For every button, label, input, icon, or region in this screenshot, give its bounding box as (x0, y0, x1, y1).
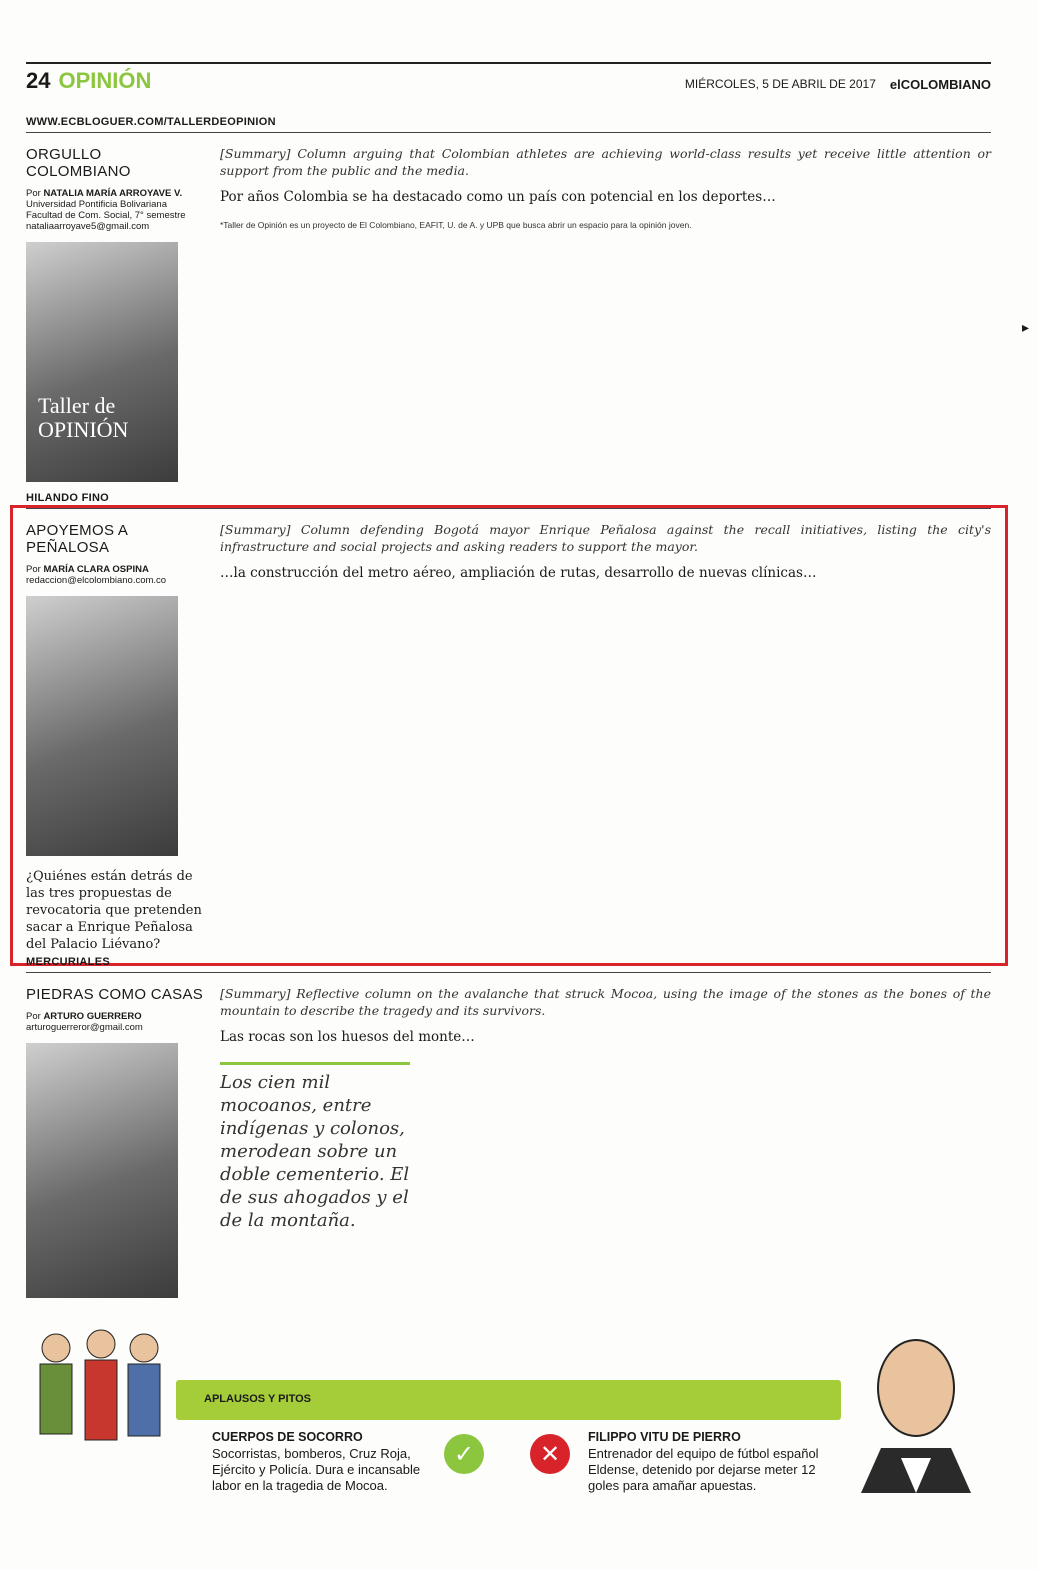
article-penalosa (26, 522, 991, 952)
cross-icon: ✕ (530, 1434, 570, 1474)
article-title: APOYEMOS A PEÑALOSA (26, 522, 128, 556)
page-number: 24 (26, 68, 51, 93)
article-piedras (26, 986, 991, 1306)
section-band (176, 1380, 841, 1420)
article-excerpt: …la construcción del metro aéreo, ampliación de rutas, desarrollo de nuevas clínicas… (220, 565, 817, 581)
kicker-column: HILANDO FINO (26, 492, 110, 504)
rescuers-illustration-icon (26, 1318, 176, 1488)
footnote: *Taller de Opinión es un proyecto de El Colombiano, EAFIT, U. de A. y UPB que busca abrir un espacio para la opinión joven. (220, 220, 692, 230)
author-name: ARTURO GUERRERO (43, 1011, 142, 1022)
author-email[interactable]: arturoguerreror@gmail.com (26, 1022, 143, 1033)
author-name: NATALIA MARÍA ARROYAVE V. (43, 188, 183, 199)
author-detail: Facultad de Com. Social, 7° semestre (26, 210, 186, 221)
whistle-item (588, 1430, 828, 1494)
byline (26, 188, 208, 199)
author-email[interactable]: nataliaarroyave5@gmail.com (26, 221, 150, 232)
author-photo (26, 596, 178, 856)
article-body (220, 146, 991, 231)
section-name: OPINIÓN (58, 68, 152, 93)
article-sidebar (26, 522, 208, 953)
whistle-text: Entrenador del equipo de fútbol español Eldense, detenido por dejarse meter 12 goles para amañar apuestas. (588, 1446, 819, 1493)
author-affiliation: Universidad Pontificia Bolivariana (26, 199, 167, 210)
band-label: APLAUSOS Y PITOS (204, 1393, 311, 1405)
article-body (220, 986, 991, 1232)
divider (26, 972, 991, 973)
taller-opinion-photo (26, 242, 178, 482)
newspaper-brand: elCOLOMBIANO (889, 77, 991, 92)
applause-title: CUERPOS DE SOCORRO (212, 1430, 363, 1444)
kicker-link[interactable]: WWW.ECBLOGUER.COM/TALLERDEOPINION (26, 116, 276, 128)
photo-label: Taller de OPINIÓN (38, 393, 129, 442)
applause-item (212, 1430, 452, 1494)
whistle-title: FILIPPO VITU DE PIERRO (588, 1430, 741, 1444)
article-orgullo (26, 146, 991, 486)
article-summary: [Summary] Column defending Bogotá mayor Enrique Peñalosa against the recall initiatives, listing the city's infrastructure and social projects and asking readers to support the mayor. (220, 522, 991, 554)
article-sidebar (26, 146, 208, 482)
author-photo (26, 1043, 178, 1298)
divider (26, 132, 991, 133)
check-icon: ✓ (444, 1434, 484, 1474)
author-name: MARÍA CLARA OSPINA (43, 564, 149, 575)
byline (26, 564, 208, 575)
aplausos-y-pitos (26, 1318, 991, 1518)
article-excerpt: Por años Colombia se ha destacado como un país con potencial en los deportes… (220, 189, 776, 205)
article-title: PIEDRAS COMO CASAS (26, 986, 204, 1003)
article-body (220, 522, 991, 582)
article-excerpt: Las rocas son los huesos del monte… (220, 1029, 475, 1045)
lead-caption: ¿Quiénes están detrás de las tres propuestas de revocatoria que pretenden sacar a Enrique Peñalosa del Palacio Liévano? (26, 869, 202, 952)
edge-mark: ▸ (1021, 320, 1029, 336)
caricature-icon (841, 1318, 991, 1493)
issue-date: MIÉRCOLES, 5 DE ABRIL DE 2017 (684, 77, 876, 91)
byline-prefix: Por (26, 564, 41, 575)
page-header (26, 68, 991, 98)
applause-text: Socorristas, bomberos, Cruz Roja, Ejército y Policía. Dura e incansable labor en la tragedia de Mocoa. (212, 1446, 421, 1493)
author-email[interactable]: redaccion@elcolombiano.com.co (26, 575, 167, 586)
byline (26, 1011, 208, 1022)
article-summary: [Summary] Column arguing that Colombian athletes are achieving world-class results yet receive little attention or support from the public and the media. (220, 146, 991, 178)
kicker-column: MERCURIALES (26, 956, 110, 968)
top-rule (26, 62, 991, 64)
byline-prefix: Por (26, 1011, 41, 1022)
article-sidebar (26, 986, 208, 1298)
article-summary: [Summary] Reflective column on the avalanche that struck Mocoa, using the image of the stones as the bones of the mountain to describe the tragedy and its survivors. (220, 986, 991, 1018)
byline-prefix: Por (26, 188, 41, 199)
pull-quote: Los cien mil mocoanos, entre indígenas y colonos, merodean sobre un doble cementerio. El de sus ahogados y el de la montaña. (220, 1062, 410, 1232)
article-title: ORGULLO COLOMBIANO (26, 146, 131, 180)
